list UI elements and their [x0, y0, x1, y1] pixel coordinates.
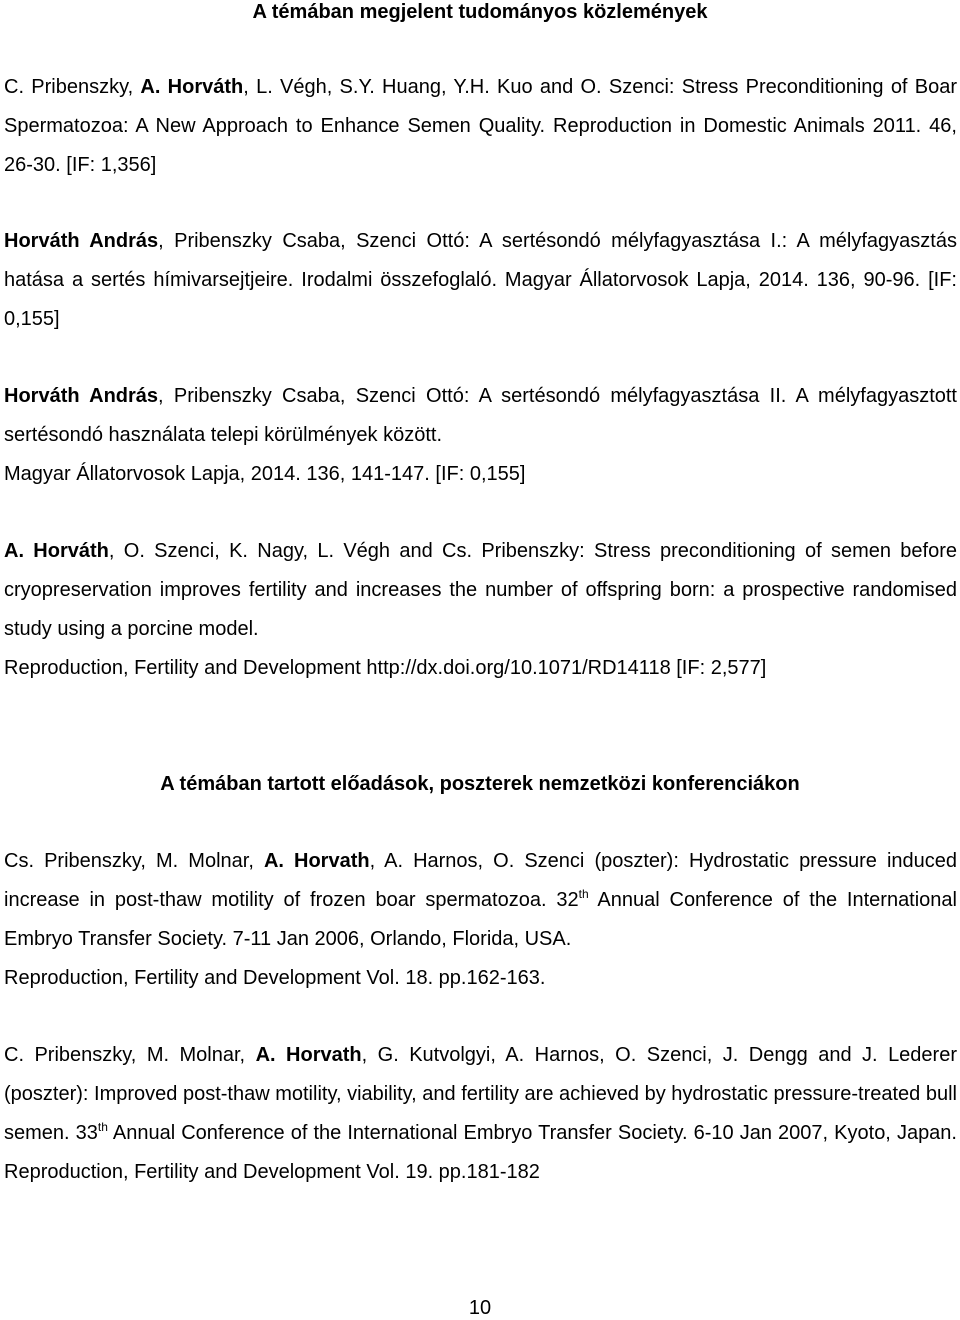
entry-author-highlight: A. Horváth	[4, 540, 109, 562]
entry-text	[4, 1036, 957, 1192]
entry-journal-line: Reproduction, Fertility and Development http://dx.doi.org/10.1071/RD14118 [IF: 2,577]	[4, 657, 767, 679]
entry-authors-before: C. Pribenszky, M. Molnar,	[4, 1044, 256, 1066]
entry-author-highlight: Horváth András	[4, 230, 159, 252]
entry-citation: , O. Szenci, K. Nagy, L. Végh and Cs. Pribenszky: Stress preconditioning of semen before cryopreservation improves fertility and increases the number of offspring born: a prospective randomised study using a porcine model.	[4, 540, 958, 640]
ordinal-superscript: th	[97, 1120, 108, 1134]
entry-text	[4, 222, 957, 339]
entry-authors-before: C. Pribenszky,	[4, 76, 141, 98]
entry-author-highlight: Horváth András	[4, 385, 159, 407]
publications-heading: A témában megjelent tudományos közlemények	[252, 1, 708, 23]
publication-entry-1	[4, 68, 957, 185]
publication-entry-2	[4, 222, 957, 339]
entry-author-highlight: A. Horváth	[140, 76, 244, 98]
publication-entry-4	[4, 532, 957, 688]
entry-citation: , Pribenszky Csaba, Szenci Ottó: A sertésondó mélyfagyasztása I.: A mélyfagyasztás hatása a sertés hímivarsejtjeire. Irodalmi összefoglaló. Magyar Állatorvosok Lapja, 2014. 136, 90-96. [IF: 0,155]	[4, 230, 957, 330]
entry-citation-continued: Annual Conference of the International Embryo Transfer Society. 7-11 Jan 2006, Orlando, Florida, USA.	[4, 889, 957, 950]
entry-text	[4, 532, 957, 649]
entry-citation: , A. Harnos, O. Szenci (poszter): Hydrostatic pressure induced increase in post-thaw motility of frozen boar spermatozoa. 32	[4, 850, 957, 911]
entry-citation: , L. Végh, S.Y. Huang, Y.H. Kuo and O. Szenci: Stress Preconditioning of Boar Spermatozoa: A New Approach to Enhance Semen Quality. Reproduction in Domestic Animals 2011. 46, 26-30. [IF: 1,356]	[4, 76, 958, 176]
entry-journal-line: Reproduction, Fertility and Development Vol. 18. pp.162-163.	[4, 967, 546, 989]
entry-authors-before: Cs. Pribenszky, M. Molnar,	[4, 850, 264, 872]
entry-citation: , G. Kutvolgyi, A. Harnos, O. Szenci, J. Dengg and J. Lederer (poszter): Improved post-thaw motility, viability, and fertility are achieved by hydrostatic pressure-treated bull semen. 33	[4, 1044, 957, 1144]
entry-text	[4, 377, 957, 455]
entry-text	[4, 68, 957, 185]
entry-citation: , Pribenszky Csaba, Szenci Ottó: A sertésondó mélyfagyasztása II. A mélyfagyasztott sertésondó használata telepi körülmények között.	[4, 385, 957, 446]
publication-entry-3	[4, 377, 957, 494]
presentation-entry-2	[4, 1036, 957, 1192]
entry-citation-continued: Annual Conference of the International Embryo Transfer Society. 6-10 Jan 2007, Kyoto, Japan. Reproduction, Fertility and Development Vol. 19. pp.181-182	[4, 1122, 957, 1183]
entry-text	[4, 842, 957, 959]
presentation-entry-1	[4, 842, 957, 998]
presentations-heading: A témában tartott előadások, poszterek nemzetközi konferenciákon	[160, 773, 800, 795]
page-number: 10	[468, 1297, 492, 1319]
entry-author-highlight: A. Horvath	[263, 850, 370, 872]
ordinal-superscript: th	[578, 887, 589, 901]
entry-journal-line: Magyar Állatorvosok Lapja, 2014. 136, 141-147. [IF: 0,155]	[4, 463, 526, 485]
entry-author-highlight: A. Horvath	[255, 1044, 362, 1066]
